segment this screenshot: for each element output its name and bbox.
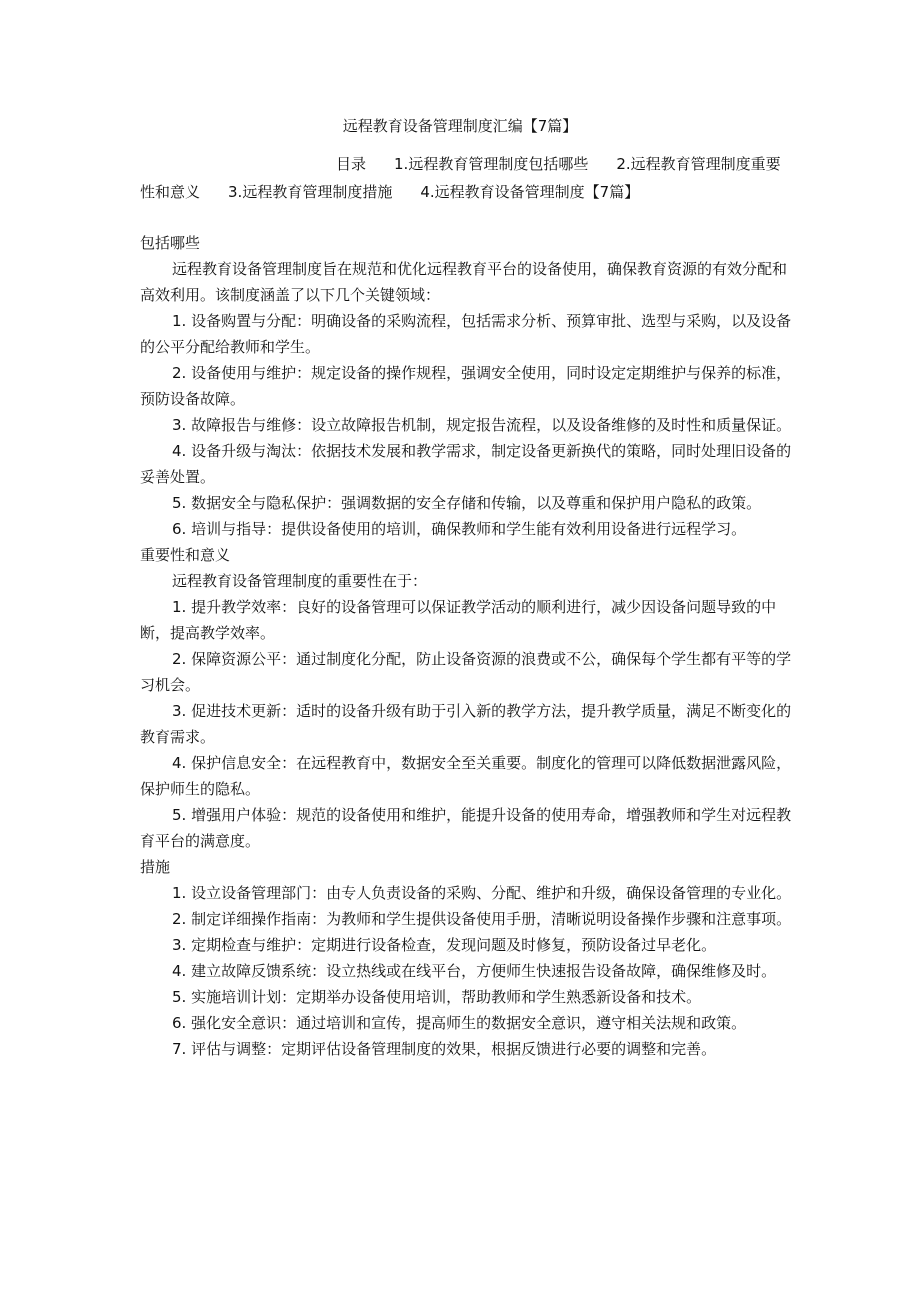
table-of-contents: [140, 150, 792, 206]
list-item: 1. 设备购置与分配：明确设备的采购流程，包括需求分析、预算审批、选型与采购，以及设备的公平分配给教师和学生。: [140, 312, 792, 356]
list-item: 4. 保护信息安全：在远程教育中，数据安全至关重要。制度化的管理可以降低数据泄露风险，保护师生的隐私。: [140, 754, 792, 798]
document-title: 远程教育设备管理制度汇编【7篇】: [342, 117, 578, 135]
section-heading: 重要性和意义: [140, 546, 231, 564]
list-item: 4. 建立故障反馈系统：设立热线或在线平台，方便师生快速报告设备故障，确保维修及时。: [172, 962, 777, 980]
section-intro: 远程教育设备管理制度旨在规范和优化远程教育平台的设备使用，确保教育资源的有效分配和高效利用。该制度涵盖了以下几个关键领域：: [140, 260, 788, 304]
document-body: [140, 230, 792, 1062]
list-item: 2. 设备使用与维护：规定设备的操作规程，强调安全使用，同时设定定期维护与保养的标准，预防设备故障。: [140, 364, 792, 408]
toc-label: 目录: [336, 155, 367, 173]
section-heading: 措施: [140, 858, 171, 876]
toc-entry[interactable]: 4.远程教育设备管理制度【7篇】: [420, 183, 640, 201]
list-item: 5. 增强用户体验：规范的设备使用和维护，能提升设备的使用寿命，增强教师和学生对远程教育平台的满意度。: [140, 806, 792, 850]
list-item: 3. 定期检查与维护：定期进行设备检查，发现问题及时修复，预防设备过早老化。: [172, 936, 717, 954]
list-item: 1. 设立设备管理部门：由专人负责设备的采购、分配、维护和升级，确保设备管理的专业化。: [172, 884, 792, 902]
section-heading: 包括哪些: [140, 234, 201, 252]
list-item: 5. 实施培训计划：定期举办设备使用培训，帮助教师和学生熟悉新设备和技术。: [172, 988, 702, 1006]
list-item: 2. 保障资源公平：通过制度化分配，防止设备资源的浪费或不公，确保每个学生都有平等的学习机会。: [140, 650, 792, 694]
list-item: 1. 提升教学效率：良好的设备管理可以保证教学活动的顺利进行，减少因设备问题导致的中断，提高教学效率。: [140, 598, 777, 642]
list-item: 6. 强化安全意识：通过培训和宣传，提高师生的数据安全意识，遵守相关法规和政策。: [172, 1014, 747, 1032]
toc-entry[interactable]: 2.远程教育管理制度重要性和意义: [140, 155, 781, 201]
list-item: 3. 故障报告与维修：设立故障报告机制，规定报告流程，以及设备维修的及时性和质量保证。: [172, 416, 792, 434]
toc-entry[interactable]: 3.远程教育管理制度措施: [228, 183, 393, 201]
list-item: 7. 评估与调整：定期评估设备管理制度的效果，根据反馈进行必要的调整和完善。: [172, 1040, 717, 1058]
list-item: 2. 制定详细操作指南：为教师和学生提供设备使用手册，清晰说明设备操作步骤和注意事项。: [172, 910, 792, 928]
list-item: 3. 促进技术更新：适时的设备升级有助于引入新的教学方法，提升教学质量，满足不断变化的教育需求。: [140, 702, 792, 746]
section-intro: 远程教育设备管理制度的重要性在于：: [172, 572, 428, 590]
list-item: 5. 数据安全与隐私保护：强调数据的安全存储和传输，以及尊重和保护用户隐私的政策。: [172, 494, 762, 512]
toc-entry[interactable]: 1.远程教育管理制度包括哪些: [394, 155, 589, 173]
list-item: 4. 设备升级与淘汰：依据技术发展和教学需求，制定设备更新换代的策略，同时处理旧设备的妥善处置。: [140, 442, 792, 486]
list-item: 6. 培训与指导：提供设备使用的培训，确保教师和学生能有效利用设备进行远程学习。: [172, 520, 747, 538]
